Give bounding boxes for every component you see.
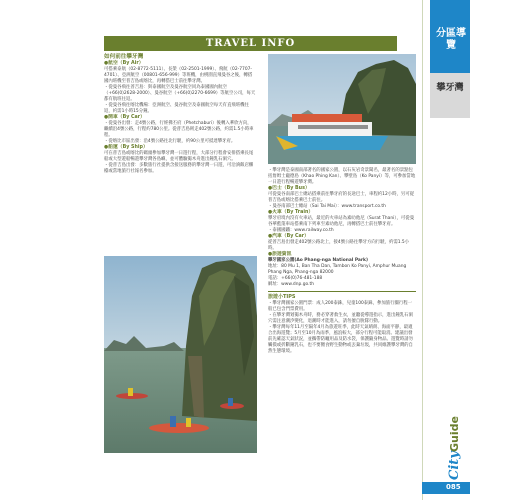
air-bullet: ・從曼谷飛往喀比機場：亞洲航空、曼谷航空及泰國航空每天有直飛班機往返，約需1小時15分鐘。 bbox=[104, 103, 249, 114]
car-heading-right: ●汽車（By Car） bbox=[268, 234, 309, 239]
city-guide-logo bbox=[432, 412, 472, 482]
intro-text: ・攀牙灣是泰國南部著名的國家公園，以石灰岩奇景聞名，最著名的景點包括詹姆士龐德島（Khao Phing Kan）、攀壁島（Ko Panyi）等，可參加當地一日遊行程暢遊攀牙灣。 bbox=[268, 168, 416, 185]
edge-rule bbox=[422, 0, 423, 500]
right-column bbox=[268, 168, 416, 355]
ship-heading: ●船運（By Ship） bbox=[104, 145, 148, 150]
tips-bullet: ・在攀牙灣划獨木舟時，務必穿著救生衣，並聽從導遊指示，進出鐘乳石洞穴需注意潮汐變化，退潮時才能進入，請勿擅自脫隊行動。 bbox=[268, 313, 413, 324]
info-phone: 電話：+66(0)76-481-188 bbox=[268, 276, 323, 281]
car-text: ・從曼谷出發：走4號公路，行經佛丕府（Phetchaburi）後轉入華欣方向，繼續沿4號公路，行程約780公里。從普吉島則走402號公路，約需1.5小時車程。 bbox=[104, 121, 254, 138]
section-tab-label: 分區導覽 bbox=[436, 28, 466, 51]
tips-heading: 旅遊小TIPS bbox=[268, 291, 416, 301]
brand-city: City bbox=[447, 451, 462, 480]
tips-bullet: ・攀牙灣每年11月至隔年4月為旅遊旺季，此時天氣晴朗、海面平靜，最適合出海遊覽；5月至10月為雨季，風浪較大，部分行程可能取消。建議出發前先確認天氣狀況，並攜帶防曬用品及防水袋，保護隨身物品。遊覽時請勿觸摸或折斷鐘乳石，也不要餵食野生動物或丟棄垃圾，共同維護攀牙灣的自然生態環境。 bbox=[268, 325, 413, 354]
train-bullet: ・泰國國鐵：www.railway.co.th bbox=[268, 228, 334, 233]
bus-text: 可從曼谷南部巴士總站搭乘前往攀牙府的長途巴士，車程約12小時，另可從普吉島或喀比搭乘巴士前往。 bbox=[268, 192, 415, 203]
ship-text: 可在普吉島或喀比的碼頭參加攀牙灣一日遊行程，大部分行程會安排搭乘長尾船或大型遊船暢遊攀牙灣各島嶼，並可體驗獨木舟進出鐘乳石洞穴。 bbox=[104, 151, 254, 162]
bus-bullet: ・曼谷南部巴士總站（Sai Tai Mai）：www.transport.co.th bbox=[268, 204, 386, 209]
train-heading: ●火車（By Train） bbox=[268, 210, 314, 215]
place-tab-label: 攀牙灣 bbox=[436, 83, 464, 93]
air-bullet: ・從曼谷飛往普吉島：與泰國航空及曼谷航空同為泰國國內航空（+66(0)2628-2000）、曼谷航空（+66(0)2270-6699）等航空公司，每天都有航班往返。 bbox=[104, 85, 256, 102]
tips-bullet: ・攀牙灣國家公園門票：成人200泰銖，兒童100泰銖，參加旅行團行程一般已包含門票費用。 bbox=[268, 301, 413, 312]
info-name: 攀牙國家公園(Ao Phang-nga National Park) bbox=[268, 258, 368, 263]
info-address: 地址：80 Mu 1, Ban Tha Dan, Tambon Ko Panyi, Amphur Muang Phang Nga, Phang-nga 82000 bbox=[268, 264, 407, 275]
bus-heading: ●巴士（By Bus） bbox=[268, 186, 310, 191]
car-bullet: ・從喀比市區出發：沿4號公路往北行駛，約90公里可抵達攀牙府。 bbox=[104, 139, 236, 144]
page-number: 085 bbox=[446, 483, 461, 491]
place-tab[interactable] bbox=[430, 73, 470, 118]
car-heading: ●開車（By Car） bbox=[104, 115, 145, 120]
page-title: TRAVEL INFO bbox=[205, 38, 296, 49]
section-tab[interactable] bbox=[430, 0, 470, 73]
info-heading: ●旅遊資訊 bbox=[268, 252, 292, 257]
tour-boat-photo bbox=[268, 54, 416, 164]
air-heading: ●航空（By Air） bbox=[104, 61, 144, 66]
left-column bbox=[104, 54, 256, 175]
brand-guide: Guide bbox=[448, 416, 461, 452]
air-text: 可搭乘泰航（02-8772-5111）、長榮（02-2501-1999）、飛航（02-7707-4701）、亞洲航空（00801-656-999）等班機，由桃園直飛曼谷之後，轉搭國內班機至普吉島或喀比，再轉搭巴士前往攀牙灣。 bbox=[104, 67, 253, 84]
info-website[interactable]: 網址：www.dnp.go.th bbox=[268, 282, 314, 287]
kayak-photo bbox=[104, 256, 257, 453]
section-heading: 如何前往攀牙灣 bbox=[104, 54, 144, 60]
train-text: 攀牙府境內沒有火車站，最近的火車站為素叻他尼（Surat Thani），可從曼谷華藍蓬車站搭乘南下列車至素叻他尼，再轉搭巴士前往攀牙府。 bbox=[268, 216, 415, 227]
ship-bullet: ・從普吉島出發：多數旅行社提供含接送服務的攀牙灣一日遊，可洽詢飯店櫃檯或當地旅行社報名參加。 bbox=[104, 163, 254, 174]
car-text-right: 從普吉島出發走402號公路北上，接4號公路往攀牙方向行駛，約需1.5小時。 bbox=[268, 240, 410, 251]
